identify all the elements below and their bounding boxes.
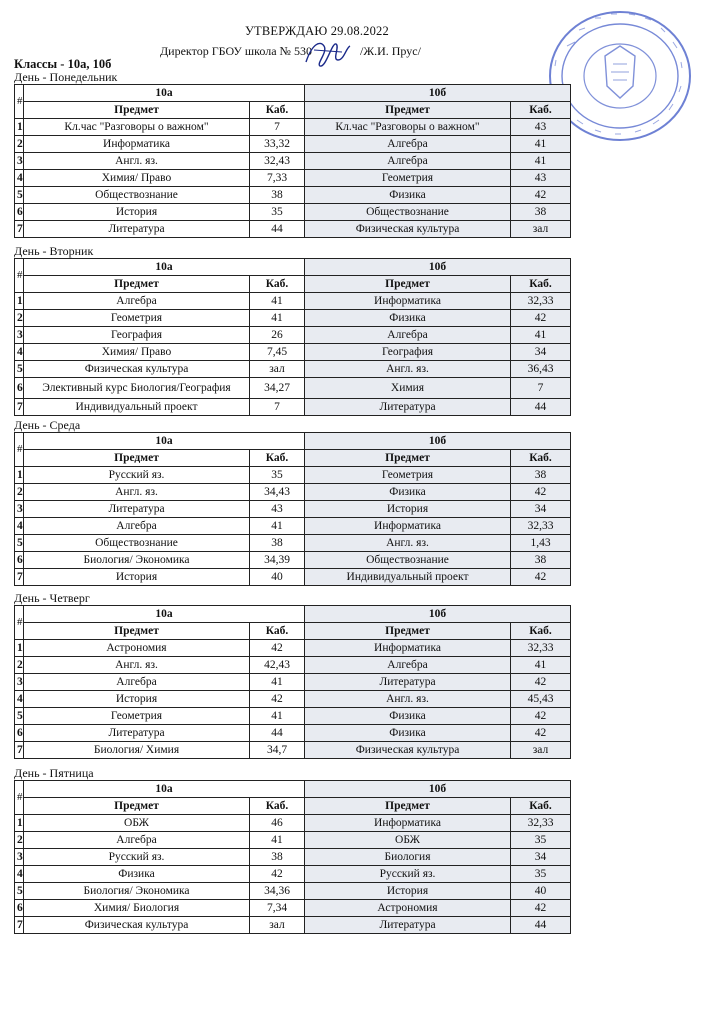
- class-a-room: 41: [250, 518, 305, 535]
- class-b-header: 10б: [305, 433, 571, 450]
- table-row: [15, 725, 571, 742]
- table-row: [15, 742, 571, 759]
- subject-header: Предмет: [305, 798, 511, 815]
- class-a-room: 7: [250, 119, 305, 136]
- table-row: [15, 187, 571, 204]
- class-b-subject: Алгебра: [305, 327, 511, 344]
- table-row: [15, 866, 571, 883]
- class-a-subject: Химия/ Право: [24, 344, 250, 361]
- class-a-subject: Русский яз.: [24, 467, 250, 484]
- table-row: [15, 153, 571, 170]
- class-a-subject: Литература: [24, 725, 250, 742]
- class-b-subject: Физическая культура: [305, 221, 511, 238]
- class-a-room: 34,36: [250, 883, 305, 900]
- schedule-table: [14, 605, 571, 759]
- class-a-room: 26: [250, 327, 305, 344]
- class-a-room: 44: [250, 221, 305, 238]
- class-b-room: 42: [511, 674, 571, 691]
- subject-header: Предмет: [24, 450, 250, 467]
- day-section: [14, 244, 574, 416]
- class-a-subject: Алгебра: [24, 674, 250, 691]
- lesson-number: 2: [15, 136, 24, 153]
- lesson-number: 3: [15, 327, 24, 344]
- class-b-room: 32,33: [511, 640, 571, 657]
- class-a-subject: Кл.час "Разговоры о важном": [24, 119, 250, 136]
- class-b-header: 10б: [305, 85, 571, 102]
- table-row: [15, 535, 571, 552]
- class-a-subject: Информатика: [24, 136, 250, 153]
- class-a-room: 41: [250, 708, 305, 725]
- number-header: #: [15, 259, 24, 293]
- table-row: [15, 552, 571, 569]
- lesson-number: 5: [15, 361, 24, 378]
- day-section: [14, 591, 574, 759]
- class-a-subject: Англ. яз.: [24, 657, 250, 674]
- table-row: [15, 691, 571, 708]
- lesson-number: 6: [15, 378, 24, 399]
- class-a-subject: Алгебра: [24, 293, 250, 310]
- class-a-subject: Физическая культура: [24, 361, 250, 378]
- schedule-table: [14, 84, 571, 238]
- class-b-room: 41: [511, 136, 571, 153]
- lesson-number: 2: [15, 657, 24, 674]
- table-row: [15, 883, 571, 900]
- class-a-subject: История: [24, 691, 250, 708]
- class-a-subject: Геометрия: [24, 708, 250, 725]
- class-a-subject: Биология/ Экономика: [24, 883, 250, 900]
- schedule-table: [14, 258, 571, 416]
- lesson-number: 1: [15, 293, 24, 310]
- lesson-number: 4: [15, 170, 24, 187]
- class-a-room: 38: [250, 849, 305, 866]
- class-b-room: 34: [511, 501, 571, 518]
- room-header: Каб.: [250, 102, 305, 119]
- lesson-number: 5: [15, 883, 24, 900]
- table-row: [15, 327, 571, 344]
- class-a-subject: Геометрия: [24, 310, 250, 327]
- lesson-number: 3: [15, 501, 24, 518]
- class-b-room: 43: [511, 119, 571, 136]
- schedule-table: [14, 780, 571, 934]
- day-label: День - Среда: [14, 418, 81, 432]
- class-a-room: 42: [250, 691, 305, 708]
- class-b-room: зал: [511, 742, 571, 759]
- room-header: Каб.: [511, 102, 571, 119]
- room-header: Каб.: [511, 276, 571, 293]
- class-a-room: 38: [250, 187, 305, 204]
- subject-header: Предмет: [305, 450, 511, 467]
- class-a-room: 40: [250, 569, 305, 586]
- room-header: Каб.: [250, 450, 305, 467]
- class-a-subject: Литература: [24, 501, 250, 518]
- class-b-room: 35: [511, 832, 571, 849]
- room-header: Каб.: [250, 623, 305, 640]
- class-b-subject: Алгебра: [305, 136, 511, 153]
- lesson-number: 1: [15, 815, 24, 832]
- subject-header: Предмет: [305, 623, 511, 640]
- schedule-table: [14, 432, 571, 586]
- class-a-room: 7,45: [250, 344, 305, 361]
- class-a-room: 35: [250, 204, 305, 221]
- room-header: Каб.: [511, 450, 571, 467]
- lesson-number: 4: [15, 691, 24, 708]
- lesson-number: 4: [15, 518, 24, 535]
- class-a-room: 7: [250, 399, 305, 416]
- class-a-room: 42: [250, 866, 305, 883]
- class-b-subject: Информатика: [305, 518, 511, 535]
- class-b-subject: Алгебра: [305, 657, 511, 674]
- class-a-subject: Химия/ Право: [24, 170, 250, 187]
- class-b-subject: Физика: [305, 725, 511, 742]
- lesson-number: 1: [15, 119, 24, 136]
- table-row: [15, 815, 571, 832]
- class-b-room: 42: [511, 484, 571, 501]
- class-b-subject: Физика: [305, 310, 511, 327]
- class-b-room: 44: [511, 399, 571, 416]
- table-row: [15, 204, 571, 221]
- class-b-subject: Физика: [305, 484, 511, 501]
- lesson-number: 3: [15, 153, 24, 170]
- subject-header: Предмет: [305, 102, 511, 119]
- class-b-room: 32,33: [511, 518, 571, 535]
- table-row: [15, 467, 571, 484]
- lesson-number: 2: [15, 310, 24, 327]
- class-b-subject: История: [305, 883, 511, 900]
- lesson-number: 5: [15, 708, 24, 725]
- class-b-header: 10б: [305, 781, 571, 798]
- class-a-subject: Алгебра: [24, 518, 250, 535]
- table-row: [15, 849, 571, 866]
- class-b-subject: Информатика: [305, 815, 511, 832]
- class-b-room: 34: [511, 849, 571, 866]
- class-b-room: 42: [511, 569, 571, 586]
- table-row: [15, 832, 571, 849]
- day-section: [14, 70, 574, 238]
- lesson-number: 7: [15, 569, 24, 586]
- class-a-room: 38: [250, 535, 305, 552]
- class-a-subject: Обществознание: [24, 535, 250, 552]
- class-a-room: зал: [250, 917, 305, 934]
- lesson-number: 5: [15, 187, 24, 204]
- class-b-room: 42: [511, 187, 571, 204]
- class-b-room: 41: [511, 327, 571, 344]
- signature-image: [302, 36, 354, 70]
- class-a-subject: Физика: [24, 866, 250, 883]
- class-a-subject: Индивидуальный проект: [24, 399, 250, 416]
- table-row: [15, 361, 571, 378]
- class-b-header: 10б: [305, 259, 571, 276]
- class-a-subject: Литература: [24, 221, 250, 238]
- lesson-number: 7: [15, 742, 24, 759]
- day-label: День - Четверг: [14, 591, 90, 605]
- table-row: [15, 900, 571, 917]
- lesson-number: 6: [15, 725, 24, 742]
- table-row: [15, 484, 571, 501]
- class-b-room: 38: [511, 467, 571, 484]
- class-a-room: 33,32: [250, 136, 305, 153]
- lesson-number: 5: [15, 535, 24, 552]
- class-a-room: 32,43: [250, 153, 305, 170]
- class-b-subject: Индивидуальный проект: [305, 569, 511, 586]
- table-row: [15, 310, 571, 327]
- class-a-subject: География: [24, 327, 250, 344]
- lesson-number: 6: [15, 900, 24, 917]
- class-a-room: 46: [250, 815, 305, 832]
- number-header: #: [15, 781, 24, 815]
- class-b-room: зал: [511, 221, 571, 238]
- class-a-header: 10а: [24, 606, 305, 623]
- table-row: [15, 708, 571, 725]
- class-b-room: 42: [511, 708, 571, 725]
- table-row: [15, 518, 571, 535]
- director-name: /Ж.И. Прус/: [360, 44, 421, 58]
- class-b-room: 38: [511, 204, 571, 221]
- lesson-number: 1: [15, 640, 24, 657]
- class-b-room: 43: [511, 170, 571, 187]
- number-header: #: [15, 433, 24, 467]
- class-a-room: зал: [250, 361, 305, 378]
- class-b-room: 34: [511, 344, 571, 361]
- class-b-subject: География: [305, 344, 511, 361]
- class-b-subject: История: [305, 501, 511, 518]
- class-b-subject: Химия: [305, 378, 511, 399]
- class-a-room: 41: [250, 293, 305, 310]
- lesson-number: 2: [15, 484, 24, 501]
- class-b-room: 40: [511, 883, 571, 900]
- class-b-subject: Литература: [305, 917, 511, 934]
- class-b-room: 35: [511, 866, 571, 883]
- class-a-subject: Русский яз.: [24, 849, 250, 866]
- class-b-room: 41: [511, 153, 571, 170]
- table-row: [15, 344, 571, 361]
- subject-header: Предмет: [24, 623, 250, 640]
- class-a-subject: Элективный курс Биология/География: [24, 378, 250, 399]
- class-a-room: 7,33: [250, 170, 305, 187]
- class-b-subject: Литература: [305, 399, 511, 416]
- table-row: [15, 640, 571, 657]
- class-a-subject: История: [24, 204, 250, 221]
- class-b-room: 42: [511, 900, 571, 917]
- lesson-number: 2: [15, 832, 24, 849]
- class-b-subject: Литература: [305, 674, 511, 691]
- class-a-subject: Алгебра: [24, 832, 250, 849]
- class-a-header: 10а: [24, 259, 305, 276]
- class-b-subject: Информатика: [305, 640, 511, 657]
- class-b-room: 32,33: [511, 815, 571, 832]
- class-a-subject: ОБЖ: [24, 815, 250, 832]
- class-b-room: 7: [511, 378, 571, 399]
- classes-title: Классы - 10а, 10б: [14, 57, 112, 71]
- class-a-room: 41: [250, 310, 305, 327]
- lesson-number: 7: [15, 221, 24, 238]
- lesson-number: 7: [15, 917, 24, 934]
- subject-header: Предмет: [24, 102, 250, 119]
- class-b-subject: Обществознание: [305, 204, 511, 221]
- table-row: [15, 293, 571, 310]
- class-b-subject: ОБЖ: [305, 832, 511, 849]
- class-a-room: 44: [250, 725, 305, 742]
- table-row: [15, 569, 571, 586]
- lesson-number: 4: [15, 866, 24, 883]
- subject-header: Предмет: [24, 276, 250, 293]
- subject-header: Предмет: [305, 276, 511, 293]
- class-b-header: 10б: [305, 606, 571, 623]
- lesson-number: 4: [15, 344, 24, 361]
- class-b-room: 45,43: [511, 691, 571, 708]
- class-b-room: 32,33: [511, 293, 571, 310]
- day-label: День - Пятница: [14, 766, 94, 780]
- class-a-subject: Астрономия: [24, 640, 250, 657]
- class-b-subject: Русский яз.: [305, 866, 511, 883]
- day-label: День - Вторник: [14, 244, 94, 258]
- room-header: Каб.: [250, 276, 305, 293]
- day-section: [14, 418, 574, 586]
- lesson-number: 7: [15, 399, 24, 416]
- class-a-room: 34,27: [250, 378, 305, 399]
- room-header: Каб.: [511, 623, 571, 640]
- class-a-room: 34,7: [250, 742, 305, 759]
- lesson-number: 3: [15, 674, 24, 691]
- class-b-room: 38: [511, 552, 571, 569]
- table-row: [15, 917, 571, 934]
- class-a-subject: Физическая культура: [24, 917, 250, 934]
- table-row: [15, 674, 571, 691]
- number-header: #: [15, 606, 24, 640]
- class-b-subject: Англ. яз.: [305, 361, 511, 378]
- room-header: Каб.: [250, 798, 305, 815]
- class-a-header: 10а: [24, 85, 305, 102]
- class-a-subject: Биология/ Химия: [24, 742, 250, 759]
- class-b-subject: Информатика: [305, 293, 511, 310]
- class-b-room: 41: [511, 657, 571, 674]
- class-a-room: 34,39: [250, 552, 305, 569]
- class-b-subject: Астрономия: [305, 900, 511, 917]
- class-a-header: 10а: [24, 781, 305, 798]
- director-title: Директор ГБОУ школа № 530: [160, 44, 312, 58]
- class-b-room: 44: [511, 917, 571, 934]
- table-row: [15, 170, 571, 187]
- day-label: День - Понедельник: [14, 70, 118, 84]
- class-a-room: 35: [250, 467, 305, 484]
- class-b-subject: Биология: [305, 849, 511, 866]
- lesson-number: 1: [15, 467, 24, 484]
- class-b-subject: Геометрия: [305, 170, 511, 187]
- subject-header: Предмет: [24, 798, 250, 815]
- lesson-number: 3: [15, 849, 24, 866]
- table-row: [15, 119, 571, 136]
- class-b-subject: Англ. яз.: [305, 535, 511, 552]
- class-b-subject: Геометрия: [305, 467, 511, 484]
- class-b-room: 1,43: [511, 535, 571, 552]
- class-b-subject: Обществознание: [305, 552, 511, 569]
- class-b-subject: Физика: [305, 708, 511, 725]
- approval-line: УТВЕРЖДАЮ 29.08.2022: [245, 24, 389, 38]
- class-b-subject: Физика: [305, 187, 511, 204]
- table-row: [15, 378, 571, 399]
- class-b-subject: Физическая культура: [305, 742, 511, 759]
- class-a-room: 7,34: [250, 900, 305, 917]
- class-b-room: 42: [511, 310, 571, 327]
- number-header: #: [15, 85, 24, 119]
- class-b-room: 36,43: [511, 361, 571, 378]
- lesson-number: 6: [15, 204, 24, 221]
- class-a-room: 34,43: [250, 484, 305, 501]
- class-b-room: 42: [511, 725, 571, 742]
- class-a-room: 43: [250, 501, 305, 518]
- table-row: [15, 657, 571, 674]
- table-row: [15, 221, 571, 238]
- lesson-number: 6: [15, 552, 24, 569]
- room-header: Каб.: [511, 798, 571, 815]
- class-a-subject: Обществознание: [24, 187, 250, 204]
- table-row: [15, 501, 571, 518]
- class-a-subject: Химия/ Биология: [24, 900, 250, 917]
- class-a-room: 42,43: [250, 657, 305, 674]
- class-b-subject: Англ. яз.: [305, 691, 511, 708]
- class-a-room: 41: [250, 674, 305, 691]
- table-row: [15, 399, 571, 416]
- director-line: [160, 44, 421, 59]
- class-a-room: 41: [250, 832, 305, 849]
- class-a-subject: Биология/ Экономика: [24, 552, 250, 569]
- class-a-subject: Англ. яз.: [24, 153, 250, 170]
- class-a-subject: Англ. яз.: [24, 484, 250, 501]
- class-b-subject: Кл.час "Разговоры о важном": [305, 119, 511, 136]
- class-a-subject: История: [24, 569, 250, 586]
- class-a-header: 10а: [24, 433, 305, 450]
- class-b-subject: Алгебра: [305, 153, 511, 170]
- class-a-room: 42: [250, 640, 305, 657]
- table-row: [15, 136, 571, 153]
- day-section: [14, 766, 574, 934]
